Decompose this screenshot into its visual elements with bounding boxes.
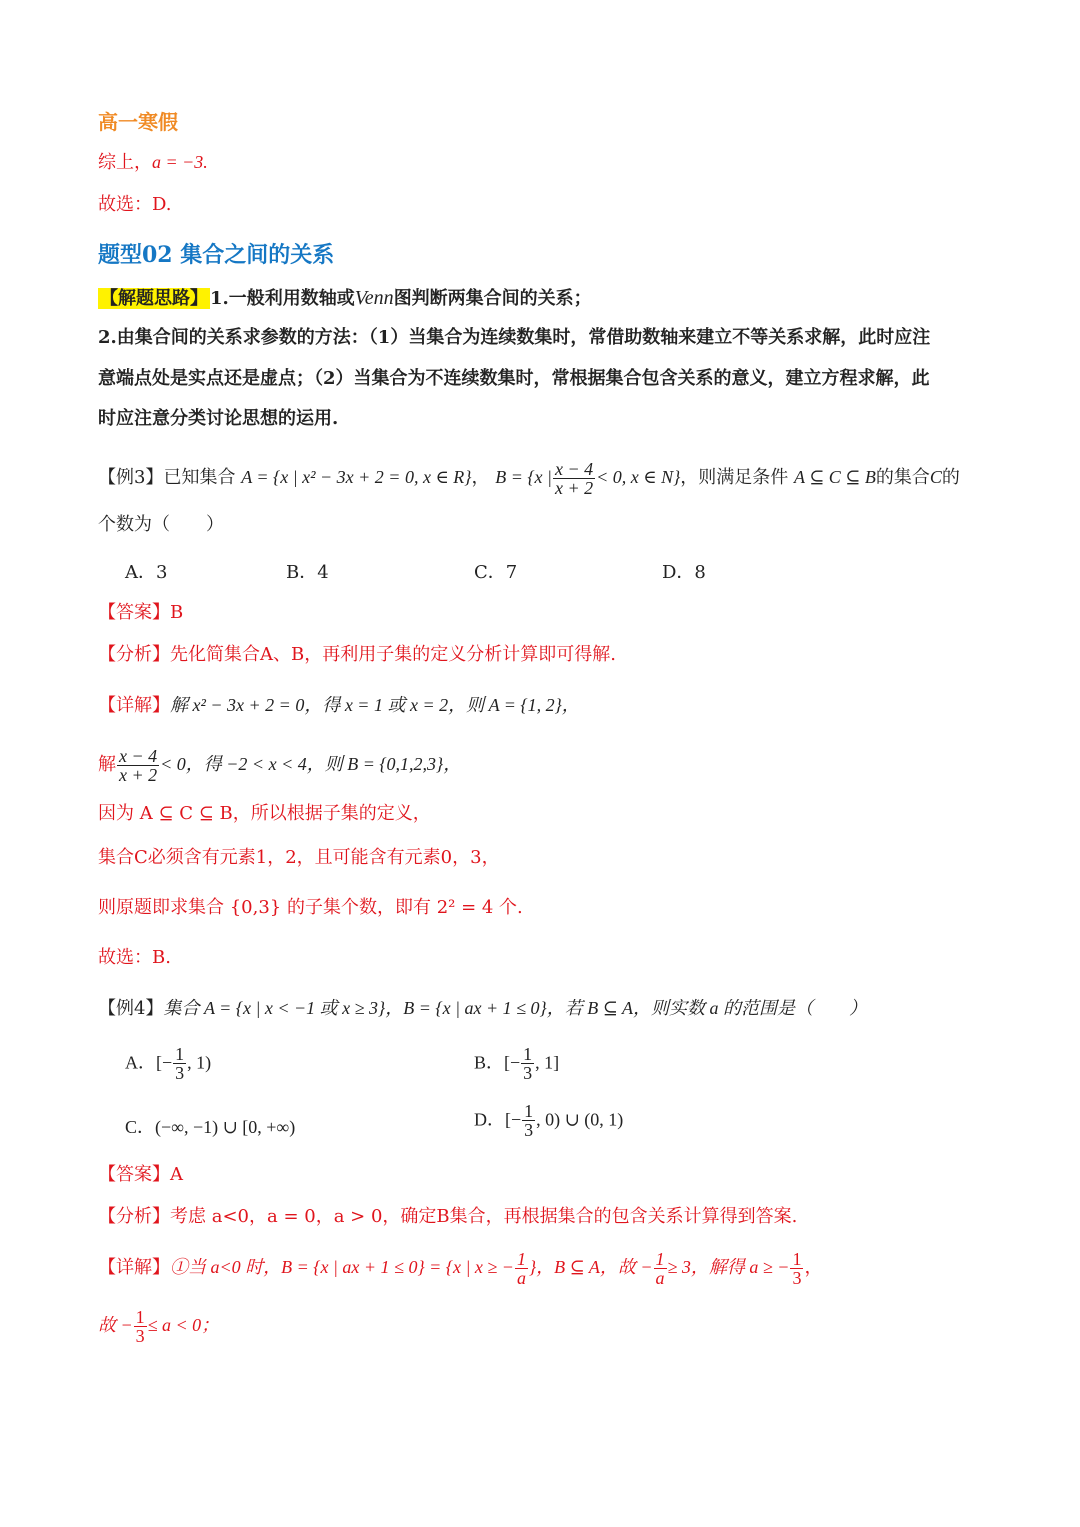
- ex4-option-b: B．[− $\frac{1}{3}$ , 1]: [474, 1044, 560, 1083]
- ex3-detail-3: 因为 A ⊆ C ⊆ B，所以根据子集的定义，: [98, 803, 431, 824]
- header-label: 高一寒假: [98, 110, 178, 134]
- ex4-option-a: A．[− $\frac{1}{3}$ , 1): [125, 1044, 212, 1083]
- ex3-analysis: 【分析】先化简集合A、B，再利用子集的定义分析计算即可得解.: [98, 644, 616, 665]
- ex3-option-a: A．3: [125, 562, 168, 583]
- ex4-option-c: C．(−∞, −1) ∪ [0, +∞): [125, 1117, 296, 1137]
- ex4-stem: 【例4】集合 A = {x | x < −1 或 x ≥ 3}，B = {x | ax + 1 ≤ 0}，若 B ⊆ A，则实数 a 的范围是（ ）: [98, 998, 868, 1019]
- ex3-stem: 【例3】已知集合 A = {x | x² − 3x + 2 = 0, x ∈ R}， B = {x | $\frac{x - 4}{x + 2}$ < 0, x ∈ N}，则满足条件 A ⊆ C ⊆ B的集合C的: [98, 458, 960, 498]
- ex3-stem-line2: 个数为（ ）: [98, 514, 224, 535]
- ex4-detail-2: 故 − $\frac{1}{3}$ ≤ a < 0；: [98, 1306, 220, 1346]
- ex4-detail-1: 【详解】①当 a<0 时，B = {x | ax + 1 ≤ 0} = {x | x ≥ − $\frac{1}{a}$ }，B ⊆ A，故 − $\frac{1}{a}$ ≥ 3，解得 a ≥ − $\frac{1}{3}$ ，: [98, 1248, 823, 1288]
- ex3-option-b: B．4: [286, 562, 329, 583]
- tips-tag: 【解题思路】: [100, 288, 208, 309]
- ex4-analysis: 【分析】考虑 a<0，a = 0，a > 0，确定B集合，再根据集合的包含关系计算得到答案.: [98, 1206, 798, 1227]
- tips-line1: 【解题思路】 1.一般利用数轴或Venn图判断两集合间的关系；: [100, 287, 592, 309]
- prev-choice: 故选：D.: [98, 194, 172, 215]
- ex4-option-d: D．[− $\frac{1}{3}$ , 0) ∪ (0, 1): [474, 1101, 624, 1140]
- ex4-answer: 【答案】A: [98, 1164, 183, 1185]
- ex3-option-c: C．7: [474, 562, 518, 583]
- prev-summary: 综上，a = −3.: [98, 152, 208, 173]
- tips-line2: 2.由集合间的关系求参数的方法：（1）当集合为连续数集时，常借助数轴来建立不等关系求解，此时应注: [98, 327, 931, 348]
- ex3-detail-2: 解 $\frac{x - 4}{x + 2}$ < 0，得 −2 < x < 4，则 B = {0,1,2,3}，: [98, 745, 462, 785]
- ex3-detail-4: 集合C必须含有元素1，2，且可能含有元素0，3，: [98, 847, 500, 868]
- ex3-option-d: D．8: [662, 562, 706, 583]
- ex3-detail-5: 则原题即求集合 {0,3} 的子集个数，即有 2² = 4 个.: [98, 897, 523, 918]
- ex3-choice: 故选：B.: [98, 947, 171, 968]
- tips-line3: 意端点处是实点还是虚点；（2）当集合为不连续数集时，常根据集合包含关系的意义，建立方程求解，此: [98, 368, 930, 389]
- section-title: 题型02 集合之间的关系: [98, 242, 335, 268]
- ex3-answer: 【答案】B: [98, 602, 184, 623]
- ex3-detail-1: 【详解】解 x² − 3x + 2 = 0，得 x = 1 或 x = 2，则 A = {1, 2}，: [98, 695, 580, 716]
- tips-line4: 时应注意分类讨论思想的运用.: [98, 408, 339, 429]
